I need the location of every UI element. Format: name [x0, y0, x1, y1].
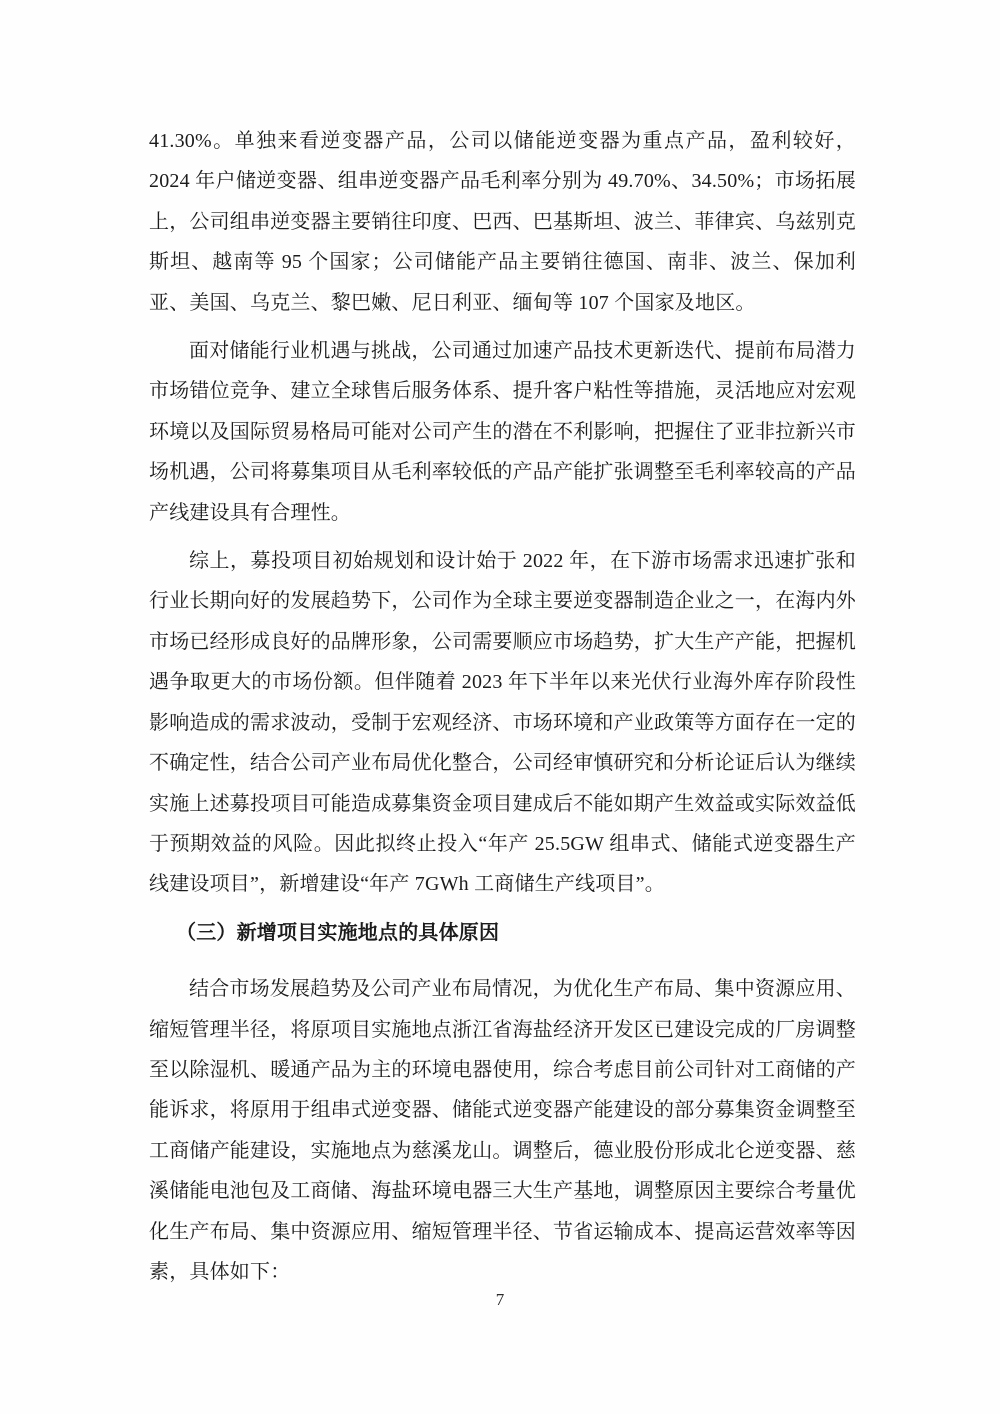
section-heading-new-project-location: （三）新增项目实施地点的具体原因	[176, 921, 500, 944]
paragraph-project-termination-summary: 综上，募投项目初始规划和设计始于 2022 年，在下游市场需求迅速扩张和行业长期向好的发展趋势下，公司作为全球主要逆变器制造企业之一，在海内外市场已经形成良好的品牌形象，公司需要顺应市场趋势，扩大生产产能，把握机遇争取更大的市场份额。但伴随着 2023 年下半年以来光伏行业海外库存阶段性影响造成的需求波动，受制于宏观经济、市场环境和产业政策等方面存在一定的不确定性，结合公司产业布局优化整合，公司经审慎研究和分析论证后认为继续实施上述募投项目可能造成募集资金项目建成后不能如期产生效益或实际效益低于预期效益的风险。因此拟终止投入“年产 25.5GW 组串式、储能式逆变器生产线建设项目”，新增建设“年产 7GWh 工商储生产线项目”。	[149, 550, 856, 896]
paragraph-inverter-products: 41.30%。单独来看逆变器产品，公司以储能逆变器为重点产品，盈利较好，2024 年户储逆变器、组串逆变器产品毛利率分别为 49.70%、34.50%；市场拓展上，公司组串逆变器主要销往印度、巴西、巴基斯坦、波兰、菲律宾、乌兹别克斯坦、越南等 95 个国家；公司储能产品主要销往德国、南非、波兰、保加利亚、美国、乌克兰、黎巴嫩、尼日利亚、缅甸等 107 个国家及地区。	[149, 130, 856, 314]
document-body	[149, 121, 856, 1300]
page-footer	[0, 1288, 1000, 1312]
paragraph-location-adjustment-reason: 结合市场发展趋势及公司产业布局情况，为优化生产布局、集中资源应用、缩短管理半径，将原项目实施地点浙江省海盐经济开发区已建设完成的厂房调整至以除湿机、暖通产品为主的环境电器使用，综合考虑目前公司针对工商储的产能诉求，将原用于组串式逆变器、储能式逆变器产能建设的部分募集资金调整至工商储产能建设，实施地点为慈溪龙山。调整后，德业股份形成北仑逆变器、慈溪储能电池包及工商储、海盐环境电器三大生产基地，调整原因主要综合考量优化生产布局、集中资源应用、缩短管理半径、节省运输成本、提高运营效率等因素，具体如下：	[149, 978, 856, 1283]
page-number: 7	[495, 1290, 505, 1309]
paragraph-storage-industry-measures: 面对储能行业机遇与挑战，公司通过加速产品技术更新迭代、提前布局潜力市场错位竞争、建立全球售后服务体系、提升客户粘性等措施，灵活地应对宏观环境以及国际贸易格局可能对公司产生的潜在不利影响，把握住了亚非拉新兴市场机遇，公司将募集项目从毛利率较低的产品产能扩张调整至毛利率较高的产品产线建设具有合理性。	[149, 340, 856, 524]
